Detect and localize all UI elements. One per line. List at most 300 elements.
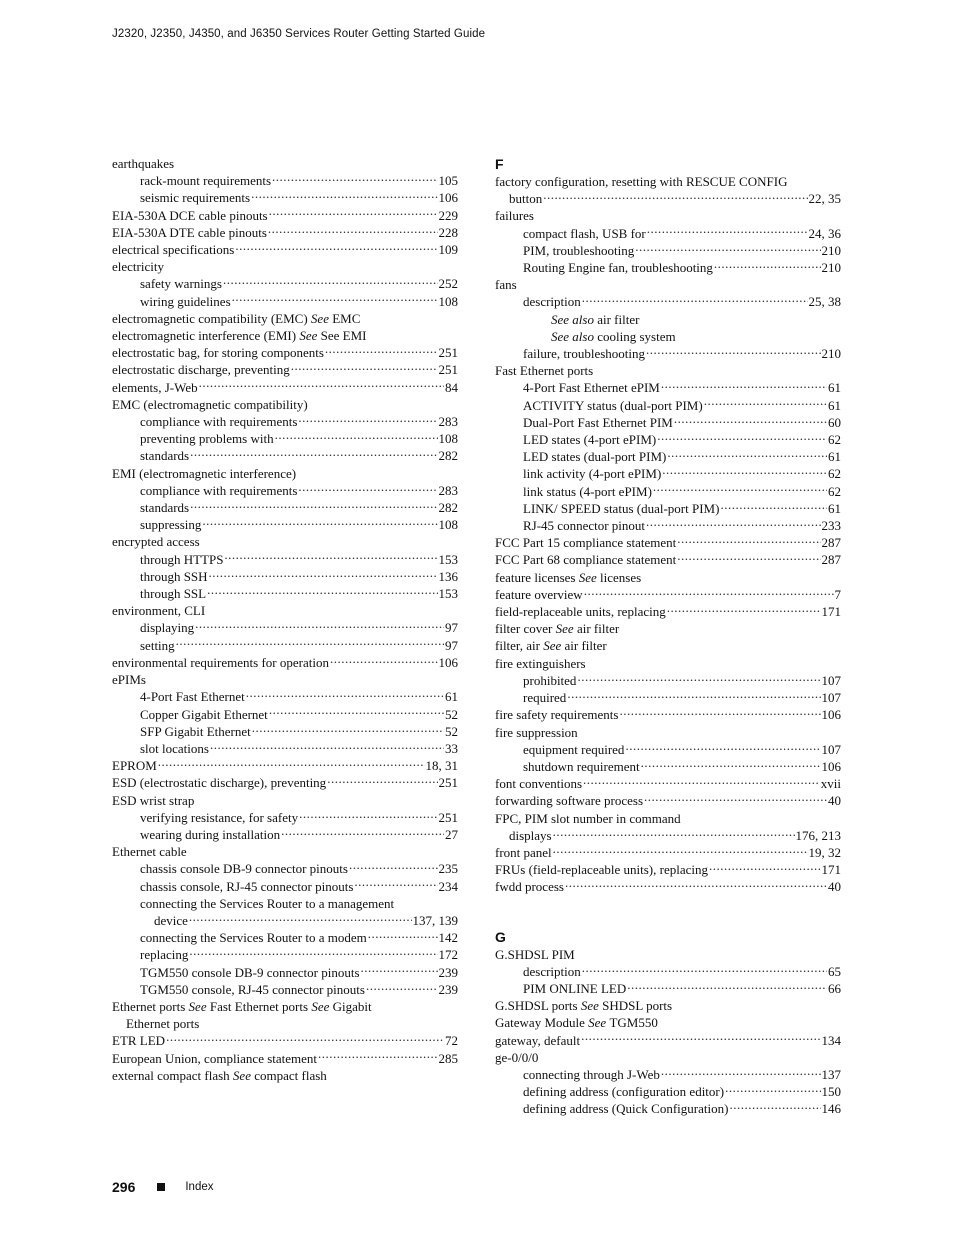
dot-leader xyxy=(725,1083,820,1096)
see-reference-label: See xyxy=(188,998,207,1014)
index-term: FRUs (field-replaceable units), replacing xyxy=(495,862,708,878)
dot-leader xyxy=(677,534,820,547)
section-f-entries xyxy=(495,173,841,896)
index-entry xyxy=(112,327,458,344)
index-entry xyxy=(112,361,458,378)
page-references: 109 xyxy=(438,242,458,258)
index-entry xyxy=(112,189,458,206)
index-term: ESD wrist strap xyxy=(112,792,195,808)
index-entry xyxy=(495,672,841,689)
page-references: 137, 139 xyxy=(412,912,458,928)
dot-leader xyxy=(582,293,808,306)
index-term: Ethernet cable xyxy=(112,844,187,860)
dot-leader xyxy=(318,1050,437,1063)
index-entry xyxy=(495,655,841,672)
dot-leader xyxy=(646,345,820,358)
index-term: field-replaceable units, replacing xyxy=(495,604,666,620)
index-term: chassis console DB-9 connector pinouts xyxy=(140,861,348,877)
index-entry xyxy=(495,534,841,551)
index-column-left xyxy=(112,155,458,1084)
dot-leader xyxy=(661,1066,821,1079)
dot-leader xyxy=(190,499,437,512)
index-term: setting xyxy=(140,637,175,653)
index-entry xyxy=(495,483,841,500)
see-reference-label: See also xyxy=(551,328,594,344)
index-entry xyxy=(112,619,458,636)
index-entry xyxy=(495,1083,841,1100)
see-reference-label: See xyxy=(543,638,562,654)
dot-leader xyxy=(330,654,438,667)
dot-leader xyxy=(298,482,437,495)
index-entry xyxy=(495,379,841,396)
see-reference-target: Fast Ethernet ports xyxy=(209,998,309,1014)
dot-leader xyxy=(584,586,834,599)
page-references: 61 xyxy=(828,449,841,465)
page-references: 228 xyxy=(438,224,458,240)
index-term: ETR LED xyxy=(112,1033,166,1049)
dot-leader xyxy=(190,447,437,460)
index-entry xyxy=(495,758,841,775)
page-references: 105 xyxy=(438,173,458,189)
page-references: 60 xyxy=(828,414,841,430)
index-entry xyxy=(112,757,458,774)
page-references: 106 xyxy=(821,758,841,774)
index-entry xyxy=(495,362,841,379)
dot-leader xyxy=(565,878,827,891)
page-references: 106 xyxy=(821,707,841,723)
page-references: 62 xyxy=(828,466,841,482)
index-term: TGM550 console DB-9 connector pinouts xyxy=(140,964,360,980)
index-term: rack-mount requirements xyxy=(140,173,272,189)
page-references: 210 xyxy=(821,346,841,362)
index-term: filter cover xyxy=(495,621,553,637)
index-entry xyxy=(495,775,841,792)
index-term: chassis console, RJ-45 connector pinouts xyxy=(140,878,354,894)
index-term: TGM550 console, RJ-45 connector pinouts xyxy=(140,981,365,997)
index-entry xyxy=(112,516,458,533)
index-entry xyxy=(495,1100,841,1117)
index-entry xyxy=(112,740,458,757)
page-references: 40 xyxy=(828,879,841,895)
page-references: 136 xyxy=(438,568,458,584)
page-footer xyxy=(112,1179,214,1195)
index-entry xyxy=(112,224,458,241)
index-term: through HTTPS xyxy=(140,551,224,567)
dot-leader xyxy=(269,706,444,719)
see-reference-target: TGM550 xyxy=(609,1015,658,1031)
page-references: 251 xyxy=(438,362,458,378)
index-entry xyxy=(495,963,841,980)
dot-leader xyxy=(281,826,444,839)
index-term: compact flash, USB for xyxy=(523,225,646,241)
dot-leader xyxy=(209,568,438,581)
index-term: ePIMs xyxy=(112,672,146,688)
dot-leader xyxy=(268,224,438,237)
index-entry xyxy=(495,517,841,534)
dot-leader xyxy=(662,465,827,478)
page-references: 19, 32 xyxy=(808,844,841,860)
page-references: 62 xyxy=(828,432,841,448)
page-references: 97 xyxy=(445,637,458,653)
index-term: gateway, default xyxy=(495,1032,581,1048)
index-entry xyxy=(495,997,841,1014)
index-term: slot locations xyxy=(140,740,209,756)
page-references: 233 xyxy=(821,518,841,534)
index-term: standards xyxy=(140,500,190,516)
index-term: connecting the Services Router to a modem xyxy=(140,930,367,946)
page-references: 66 xyxy=(828,980,841,996)
index-entry xyxy=(112,602,458,619)
dot-leader xyxy=(275,430,438,443)
see-reference-target: air filter xyxy=(576,621,620,637)
index-entry xyxy=(495,190,841,207)
page-references: 97 xyxy=(445,620,458,636)
index-term: 4-Port Fast Ethernet xyxy=(140,689,245,705)
index-entry xyxy=(112,172,458,189)
see-reference-target: compact flash xyxy=(254,1067,327,1083)
dot-leader xyxy=(582,963,827,976)
index-column-right xyxy=(495,155,841,1118)
index-entry xyxy=(495,293,841,310)
see-reference-label: See xyxy=(310,310,329,326)
index-entry xyxy=(112,774,458,791)
index-entry xyxy=(495,844,841,861)
index-term: filter, air xyxy=(495,638,540,654)
page-references: 61 xyxy=(828,500,841,516)
index-entry xyxy=(112,912,458,929)
page-references: 251 xyxy=(438,345,458,361)
index-entry xyxy=(495,827,841,844)
index-term: electromagnetic compatibility (EMC) xyxy=(112,310,308,326)
running-header: J2320, J2350, J4350, and J6350 Services Router Getting Started Guide xyxy=(112,28,486,40)
index-entry xyxy=(112,878,458,895)
index-entry xyxy=(112,344,458,361)
dot-leader xyxy=(327,774,437,787)
index-term: verifying resistance, for safety xyxy=(140,809,299,825)
index-term: wiring guidelines xyxy=(140,293,231,309)
index-term: Ethernet ports xyxy=(126,1016,200,1032)
dot-leader xyxy=(223,275,438,288)
index-entry xyxy=(112,585,458,602)
index-term: electromagnetic interference (EMI) xyxy=(112,328,297,344)
page-references: 137 xyxy=(821,1066,841,1082)
dot-leader xyxy=(189,912,412,925)
index-entry xyxy=(495,242,841,259)
index-term: failure, troubleshooting xyxy=(523,346,646,362)
index-term: Fast Ethernet ports xyxy=(495,363,594,379)
dot-leader xyxy=(641,758,821,771)
index-entry xyxy=(112,430,458,447)
index-term: forwarding software process xyxy=(495,793,644,809)
index-term: Routing Engine fan, troubleshooting xyxy=(523,260,713,276)
index-entry xyxy=(112,396,458,413)
page-references: 239 xyxy=(438,964,458,980)
index-entry xyxy=(495,1032,841,1049)
dot-leader xyxy=(349,860,438,873)
index-term: RJ-45 connector pinout xyxy=(523,518,646,534)
index-entry xyxy=(112,482,458,499)
page-references: 210 xyxy=(821,260,841,276)
index-term: through SSH xyxy=(140,568,208,584)
section-letter-g: G xyxy=(495,928,506,945)
index-term: 4-Port Fast Ethernet ePIM xyxy=(523,380,660,396)
index-term: fwdd process xyxy=(495,879,564,895)
index-entry xyxy=(495,311,841,328)
page-references: 171 xyxy=(821,604,841,620)
index-term: Copper Gigabit Ethernet xyxy=(140,706,268,722)
page-references: 176, 213 xyxy=(795,827,841,843)
page-references: 61 xyxy=(828,397,841,413)
index-term: compliance with requirements xyxy=(140,414,298,430)
page-references: 107 xyxy=(821,672,841,688)
dot-leader xyxy=(232,293,438,306)
page-references: 142 xyxy=(438,930,458,946)
index-entry xyxy=(495,603,841,620)
index-term: compliance with requirements xyxy=(140,482,298,498)
index-term: EMI (electromagnetic interference) xyxy=(112,465,297,481)
index-entry xyxy=(112,843,458,860)
index-entry xyxy=(112,379,458,396)
index-entry xyxy=(112,207,458,224)
index-entry xyxy=(112,706,458,723)
index-entry xyxy=(495,1049,841,1066)
see-reference-label: See xyxy=(299,328,318,344)
index-term: elements, J-Web xyxy=(112,379,198,395)
index-entry xyxy=(112,671,458,688)
index-term: prohibited xyxy=(523,672,577,688)
page-references: 7 xyxy=(834,586,841,602)
index-entry xyxy=(112,792,458,809)
page-references: 108 xyxy=(438,517,458,533)
see-reference-label: See xyxy=(588,1015,607,1031)
index-entry xyxy=(495,414,841,431)
index-term: environmental requirements for operation xyxy=(112,654,329,670)
index-entry xyxy=(112,293,458,310)
index-entry xyxy=(495,980,841,997)
page-references: 146 xyxy=(821,1101,841,1117)
dot-leader xyxy=(189,946,437,959)
index-entry xyxy=(495,225,841,242)
index-term: fire safety requirements xyxy=(495,707,619,723)
index-entry xyxy=(112,1032,458,1049)
index-term: defining address (Quick Configuration) xyxy=(523,1101,729,1117)
page-references: 108 xyxy=(438,293,458,309)
index-entry xyxy=(495,861,841,878)
page-references: 65 xyxy=(828,963,841,979)
index-term: encrypted access xyxy=(112,534,200,550)
index-entry xyxy=(112,310,458,327)
page-references: 25, 38 xyxy=(808,294,841,310)
see-reference-target: licenses xyxy=(600,569,642,585)
dot-leader xyxy=(543,190,807,203)
index-term: front panel xyxy=(495,844,552,860)
index-entry xyxy=(495,724,841,741)
index-entry xyxy=(112,447,458,464)
index-term: electrostatic discharge, preventing xyxy=(112,362,290,378)
dot-leader xyxy=(354,878,437,891)
index-term: ESD (electrostatic discharge), preventing xyxy=(112,775,327,791)
index-term: external compact flash xyxy=(112,1067,230,1083)
see-reference-label: See xyxy=(580,998,599,1014)
index-entry xyxy=(495,345,841,362)
see-reference-label: See xyxy=(555,621,574,637)
page-references: 107 xyxy=(821,690,841,706)
index-entry xyxy=(112,929,458,946)
page-references: 22, 35 xyxy=(808,191,841,207)
index-term: required xyxy=(523,690,567,706)
index-entry xyxy=(112,533,458,550)
index-term: LINK/ SPEED status (dual-port PIM) xyxy=(523,500,720,516)
index-term: European Union, compliance statement xyxy=(112,1050,318,1066)
index-term: displaying xyxy=(140,620,195,636)
page-references: 282 xyxy=(438,500,458,516)
page-references: 107 xyxy=(821,741,841,757)
dot-leader xyxy=(553,844,808,857)
page-references: 84 xyxy=(445,379,458,395)
index-entry xyxy=(112,981,458,998)
dot-leader xyxy=(635,242,820,255)
see-reference-target: air filter xyxy=(564,638,607,654)
index-term: seismic requirements xyxy=(140,190,251,206)
index-entry xyxy=(495,706,841,723)
index-entry xyxy=(112,860,458,877)
see-reference-label: See also xyxy=(551,311,594,327)
index-entry xyxy=(495,551,841,568)
index-entry xyxy=(495,569,841,586)
dot-leader xyxy=(577,672,820,685)
index-entry xyxy=(495,448,841,465)
index-term: PIM, troubleshooting xyxy=(523,242,635,258)
page-references: 172 xyxy=(438,947,458,963)
index-term: failures xyxy=(495,208,534,224)
dot-leader xyxy=(667,448,827,461)
index-term: connecting through J-Web xyxy=(523,1066,660,1082)
dot-leader xyxy=(619,706,820,719)
index-term: shutdown requirement xyxy=(523,758,640,774)
dot-leader xyxy=(195,619,444,632)
index-term: fire suppression xyxy=(495,724,578,740)
index-term: connecting the Services Router to a management xyxy=(140,895,395,911)
dot-leader xyxy=(252,723,444,736)
index-entry xyxy=(495,207,841,224)
index-term: equipment required xyxy=(523,741,625,757)
index-entry xyxy=(495,637,841,654)
section-letter-f: F xyxy=(495,156,504,172)
index-term: Ethernet ports xyxy=(112,998,186,1014)
index-entry xyxy=(112,241,458,258)
page-references: 27 xyxy=(445,826,458,842)
index-entry xyxy=(495,689,841,706)
index-entry xyxy=(112,998,458,1015)
dot-leader xyxy=(657,431,827,444)
index-entry xyxy=(112,413,458,430)
dot-leader xyxy=(235,241,437,254)
dot-leader xyxy=(325,344,438,357)
index-term: FCC Part 68 compliance statement xyxy=(495,552,677,568)
index-term: suppressing xyxy=(140,517,202,533)
dot-leader xyxy=(583,775,820,788)
index-entry xyxy=(495,1014,841,1031)
index-entry xyxy=(495,397,841,414)
footer-section-label: Index xyxy=(185,1181,214,1193)
index-entry xyxy=(112,946,458,963)
index-term: EPROM xyxy=(112,758,157,774)
index-entry xyxy=(112,637,458,654)
dot-leader xyxy=(299,809,437,822)
index-entry xyxy=(112,551,458,568)
page-references: 171 xyxy=(821,862,841,878)
index-term: environment, CLI xyxy=(112,603,206,619)
index-term: electrical specifications xyxy=(112,242,235,258)
dot-leader xyxy=(667,603,821,616)
index-term: earthquakes xyxy=(112,156,175,171)
dot-leader xyxy=(202,516,437,529)
index-term: link activity (4-port ePIM) xyxy=(523,466,662,482)
index-term: ge-0/0/0 xyxy=(495,1049,539,1065)
index-entry xyxy=(112,568,458,585)
page-references: 287 xyxy=(821,552,841,568)
page-references: 108 xyxy=(438,431,458,447)
dot-leader xyxy=(269,207,438,220)
index-term: factory configuration, resetting with RESCUE CONFIG xyxy=(495,174,788,189)
index-entry xyxy=(495,620,841,637)
page-references: 61 xyxy=(445,689,458,705)
dot-leader xyxy=(729,1100,820,1113)
index-entry xyxy=(495,878,841,895)
dot-leader xyxy=(714,259,821,272)
see-reference-target: cooling system xyxy=(597,328,676,344)
dot-leader xyxy=(644,792,827,805)
dot-leader xyxy=(251,189,437,202)
index-entry xyxy=(112,499,458,516)
page-references: 285 xyxy=(438,1050,458,1066)
index-term: EIA-530A DCE cable pinouts xyxy=(112,207,268,223)
page-references: 62 xyxy=(828,483,841,499)
index-term: displays xyxy=(509,827,552,843)
index-term: SFP Gigabit Ethernet xyxy=(140,723,251,739)
page-references: 252 xyxy=(438,276,458,292)
page-references: 210 xyxy=(821,242,841,258)
index-entry xyxy=(495,259,841,276)
index-entry xyxy=(495,276,841,293)
dot-leader xyxy=(210,740,444,753)
dot-leader xyxy=(291,361,438,374)
see-reference-target: See EMI xyxy=(320,328,367,344)
index-term: Dual-Port Fast Ethernet PIM xyxy=(523,414,673,430)
index-entry xyxy=(495,586,841,603)
page-references: 251 xyxy=(438,809,458,825)
dot-leader xyxy=(720,500,827,513)
index-term: defining address (configuration editor) xyxy=(523,1084,725,1100)
index-entry xyxy=(495,500,841,517)
dot-leader xyxy=(158,757,425,770)
page-references: 106 xyxy=(438,654,458,670)
page-references: xvii xyxy=(820,776,841,792)
page-references: 106 xyxy=(438,190,458,206)
see-reference-target: air filter xyxy=(597,311,640,327)
page-references: 239 xyxy=(438,981,458,997)
dot-leader xyxy=(224,551,437,564)
index-entry xyxy=(495,1066,841,1083)
index-term: description xyxy=(523,294,581,310)
dot-leader xyxy=(246,688,444,701)
index-term: G.SHDSL PIM xyxy=(495,946,575,962)
index-term: LED states (4-port ePIM) xyxy=(523,432,657,448)
index-entry xyxy=(495,173,841,190)
index-term: FCC Part 15 compliance statement xyxy=(495,535,677,551)
index-entry xyxy=(495,431,841,448)
index-term: replacing xyxy=(140,947,189,963)
